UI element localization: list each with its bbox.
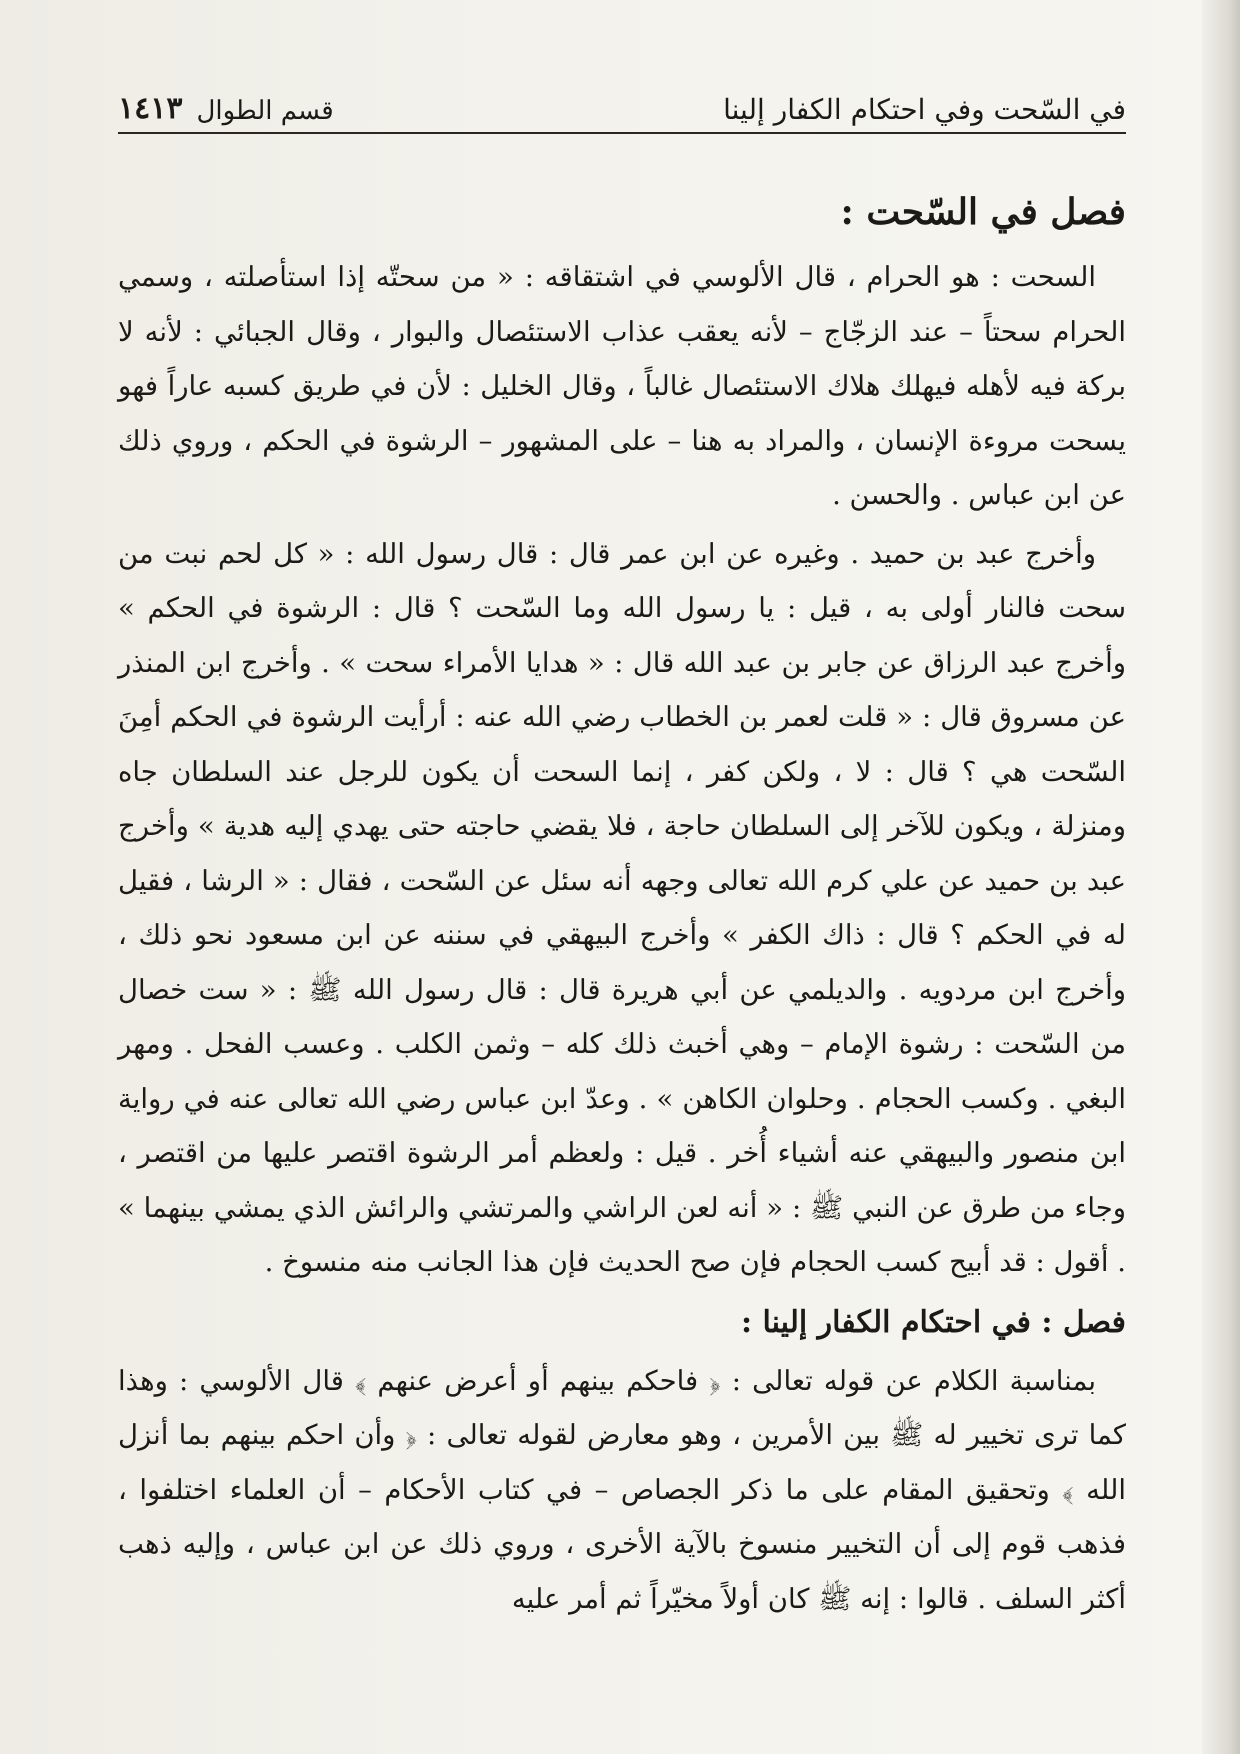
paragraph: السحت : هو الحرام ، قال الألوسي في اشتقاقه : « من سحتّه إذا استأصلته ، وسمي الحرام سحتاً – عند الزجّاج – لأنه يعقب عذاب الاستئصال والبوار ، وقال الجبائي : لأنه لا بركة فيه لأهله فيهلك هلاك الاستئصال غالباً ، وقال الخليل : لأن في طريق كسبه عاراً فهو يسحت مروءة الإنسان ، والمراد به هنا – على المشهور – الرشوة في الحكم ، وروي ذلك عن ابن عباس . والحسن . <box>118 261 1126 511</box>
paragraph: بمناسبة الكلام عن قوله تعالى : ﴿ فاحكم بينهم أو أعرض عنهم ﴾ قال الألوسي : وهذا كما ترى تخيير له ﷺ بين الأمرين ، وهو معارض لقوله تعالى : ﴿ وأن احكم بينهم بما أنزل الله ﴾ وتحقيق المقام على ما ذكر الجصاص – في كتاب الأحكام – أن العلماء اختلفوا ، فذهب قوم إلى أن التخيير منسوخ بالآية الأخرى ، وروي ذلك عن ابن عباس ، وإليه ذهب أكثر السلف . قالوا : إنه ﷺ كان أولاً مخيّراً ثم أمر عليه <box>118 1364 1126 1615</box>
header-left-group <box>118 91 334 126</box>
running-title: في السّحت وفي احتكام الكفار إلينا <box>723 93 1126 126</box>
paragraph: وأخرج عبد بن حميد . وغيره عن ابن عمر قال : قال رسول الله : « كل لحم نبت من سحت فالنار أولى به ، قيل : يا رسول الله وما السّحت ؟ قال : الرشوة في الحكم » وأخرج عبد الرزاق عن جابر بن عبد الله قال : « هدايا الأمراء سحت » . وأخرج ابن المنذر عن مسروق قال : « قلت لعمر بن الخطاب رضي الله عنه : أرأيت الرشوة في الحكم أمِنَ السّحت هي ؟ قال : لا ، ولكن كفر ، إنما السحت أن يكون للرجل عند السلطان جاه ومنزلة ، ويكون للآخر إلى السلطان حاجة ، فلا يقضي حاجته حتى يهدي إليه هدية » وأخرج عبد بن حميد عن علي كرم الله تعالى وجهه أنه سئل عن السّحت ، فقال : « الرشا ، فقيل له في الحكم ؟ قال : ذاك الكفر » وأخرج البيهقي في سننه عن ابن مسعود نحو ذلك ، وأخرج ابن مردويه . والديلمي عن أبي هريرة قال : قال رسول الله ﷺ : « ست خصال من السّحت : رشوة الإمام – وهي أخبث ذلك كله – وثمن الكلب . وعسب الفحل . ومهر البغي . وكسب الحجام . وحلوان الكاهن » . وعدّ ابن عباس رضي الله تعالى عنه في رواية ابن منصور والبيهقي عنه أشياء أُخر . قيل : ولعظم أمر الرشوة اقتصر عليها من اقتصر ، وجاء من طرق عن النبي ﷺ : « أنه لعن الراشي والمرتشي والرائش الذي يمشي بينهما » . أقول : قد أبيح كسب الحجام فإن صح الحديث فإن هذا الجانب منه منسوخ . <box>118 537 1126 1278</box>
page-content <box>118 168 1126 1636</box>
section-label: قسم الطوال <box>196 96 334 126</box>
page-edge-shadow <box>1202 0 1240 1754</box>
page-number: ١٤١٣ <box>118 91 183 126</box>
section-heading-suht: فصل في السّحت : <box>840 191 1126 233</box>
section-heading-kuffar: فصل : في احتكام الكفار إلينا : <box>740 1304 1126 1340</box>
page-header <box>118 82 1126 134</box>
